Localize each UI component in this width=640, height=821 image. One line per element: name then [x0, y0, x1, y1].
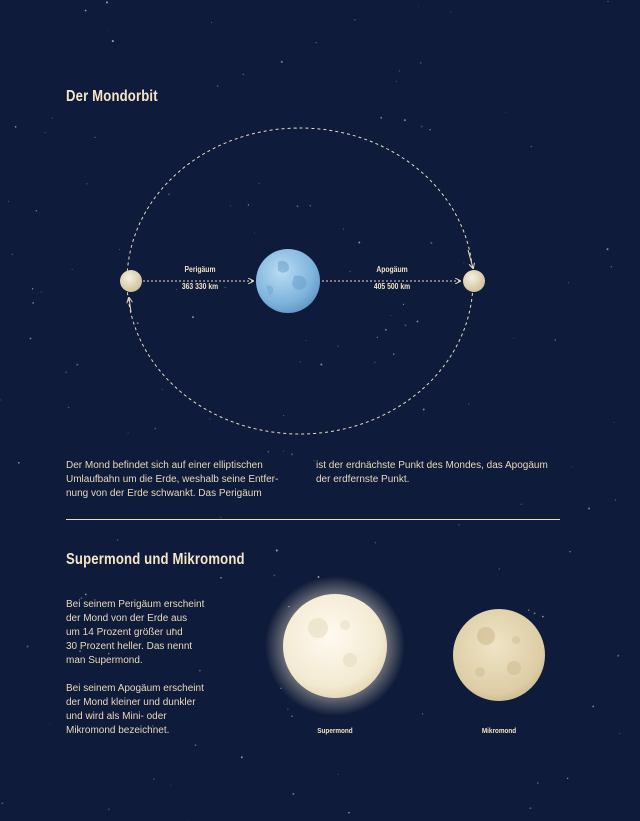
perigee-distance: 363 330 km: [181, 282, 219, 291]
apogee-label: [367, 265, 418, 291]
supermoon-text-line: um 14 Prozent größer und: [66, 627, 183, 638]
supermoon-caption: Supermond: [317, 726, 353, 735]
moon-perigee-icon: [120, 270, 142, 292]
orbit-text-col1: [66, 459, 278, 501]
section-title-orbit: Der Mondorbit: [66, 88, 158, 105]
supermoon-text-line: der Mond von der Erde aus: [66, 613, 188, 624]
earth-icon: [256, 249, 320, 313]
micromoon-text-line: der Mond kleiner und dunkler: [66, 697, 196, 708]
micromoon-caption: Mikromond: [481, 726, 517, 735]
supermoon-text-line: 30 Prozent heller. Das nennt: [66, 641, 193, 652]
micromoon-text-line: Mikromond bezeichnet.: [66, 725, 170, 736]
section-divider: [66, 519, 560, 520]
supermoon-text-line: Bei seinem Perigäum erscheint: [66, 599, 205, 610]
orbit-text-col2: [316, 459, 548, 487]
orbit-text-col2-line: der erdfernste Punkt.: [316, 474, 410, 485]
apogee-distance: 405 500 km: [373, 282, 411, 291]
perigee-label: [175, 265, 226, 291]
micromoon-text-line: Bei seinem Apogäum erscheint: [66, 683, 204, 694]
orbit-text-col1-line: Umlaufbahn um die Erde, weshalb seine Entfer-: [66, 474, 279, 485]
moon-apogee-icon: [463, 270, 485, 292]
section-title-supermoon: Supermond und Mikromond: [66, 551, 245, 568]
micromoon-text: [66, 682, 204, 738]
orbit-text-col2-line: ist der erdnächste Punkt des Mondes, das Apogäum: [316, 460, 548, 471]
supermoon-text: [66, 598, 204, 668]
orbit-text-col1-line: nung von der Erde schwankt. Das Perigäum: [66, 488, 262, 499]
supermoon-icon: [265, 576, 405, 716]
micromoon-icon: [453, 609, 545, 701]
apogee-label-text: Apogäum: [376, 265, 408, 274]
supermoon-text-line: man Supermond.: [66, 655, 143, 666]
micromoon-text-line: und wird als Mini- oder: [66, 711, 167, 722]
perigee-label-text: Perigäum: [184, 265, 216, 274]
orbit-text-col1-line: Der Mond befindet sich auf einer elliptischen: [66, 460, 263, 471]
